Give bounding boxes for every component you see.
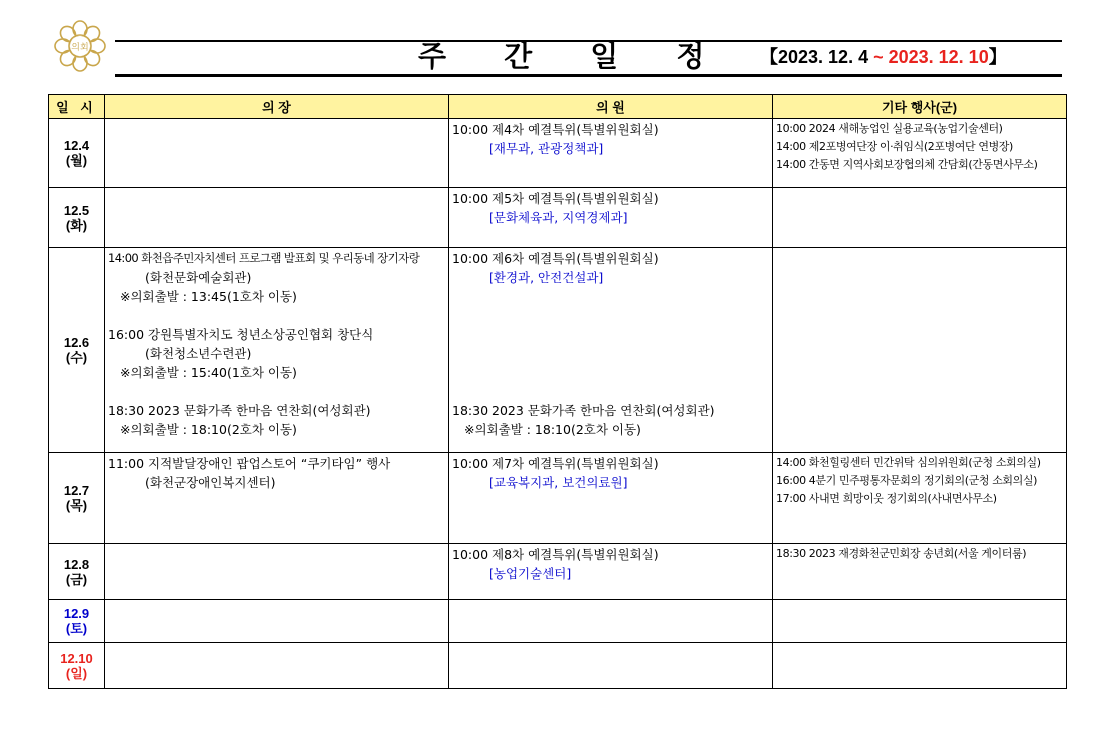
- other-events-cell: [773, 453, 1067, 544]
- schedule-line: 10:00 제4차 예결특위(특별위원회실): [452, 122, 659, 137]
- schedule-line: (화천문화예술회관): [145, 270, 252, 285]
- table-row: [49, 643, 1067, 689]
- schedule-line: 14:00 화천읍주민자치센터 프로그램 발표회 및 우리동네 장기자랑: [108, 251, 420, 265]
- department-line: [환경과, 안전건설과]: [489, 270, 604, 285]
- column-header-others: 기타 행사(군): [773, 95, 1067, 119]
- schedule-line: ※의회출발 : 15:40(1호차 이동): [120, 365, 297, 380]
- date-label: 12.10: [60, 650, 93, 666]
- line-gap: [452, 306, 770, 325]
- table-row: [49, 453, 1067, 544]
- council-seal-logo: [44, 19, 116, 73]
- members-schedule-cell: [449, 119, 773, 188]
- table-row: [49, 248, 1067, 453]
- column-header-chair: 의 장: [105, 95, 449, 119]
- chair-schedule-cell: [105, 600, 449, 643]
- members-schedule-cell: [449, 188, 773, 248]
- schedule-line: ※의회출발 : 13:45(1호차 이동): [120, 289, 297, 304]
- weekday-label: (목): [65, 498, 88, 513]
- chair-schedule-cell: [105, 188, 449, 248]
- period-end: 2023. 12. 10: [888, 47, 989, 67]
- department-line: [재무과, 관광정책과]: [489, 141, 604, 156]
- weekly-schedule-table: [48, 94, 1067, 689]
- date-cell: [49, 643, 105, 689]
- schedule-line: 10:00 제8차 예결특위(특별위원회실): [452, 547, 659, 562]
- column-header-members: 의 원: [449, 95, 773, 119]
- weekday-label: (일): [65, 665, 88, 681]
- period-open-bracket: 【: [760, 47, 778, 67]
- weekday-label: (수): [65, 350, 88, 365]
- other-events-cell: [773, 188, 1067, 248]
- schedule-line: ※의회출발 : 18:10(2호차 이동): [120, 422, 297, 437]
- table-row: [49, 600, 1067, 643]
- date-label: 12.7: [63, 483, 90, 498]
- line-gap: [108, 306, 446, 325]
- schedule-line: 14:00 화천힐링센터 민간위탁 심의위원회(군청 소회의실): [776, 456, 1041, 469]
- members-schedule-cell: [449, 544, 773, 600]
- department-line: [문화체육과, 지역경제과]: [489, 210, 628, 225]
- schedule-line: 10:00 2024 새해농업인 실용교육(농업기술센터): [776, 122, 1003, 135]
- date-cell: [49, 248, 105, 453]
- chair-schedule-cell: [105, 453, 449, 544]
- date-label: 12.9: [63, 606, 90, 621]
- other-events-cell: [773, 119, 1067, 188]
- period-separator: ~: [868, 47, 889, 67]
- members-schedule-cell: [449, 643, 773, 689]
- schedule-line: 17:00 사내면 희망이웃 정기회의(사내면사무소): [776, 492, 997, 505]
- members-schedule-cell: [449, 453, 773, 544]
- members-schedule-cell: [449, 248, 773, 453]
- page-title: 주 간 일 정: [418, 39, 729, 73]
- schedule-line: 16:00 4분기 민주평통자문회의 정기회의(군청 소회의실): [776, 474, 1037, 487]
- chair-schedule-cell: [105, 643, 449, 689]
- department-line: [교육복지과, 보건의료원]: [489, 475, 628, 490]
- column-header-date: 일 시: [49, 95, 105, 119]
- chair-schedule-cell: [105, 248, 449, 453]
- date-cell: [49, 544, 105, 600]
- other-events-cell: [773, 248, 1067, 453]
- other-events-cell: [773, 643, 1067, 689]
- table-row: [49, 544, 1067, 600]
- department-line: [농업기술센터]: [489, 566, 572, 581]
- date-cell: [49, 453, 105, 544]
- line-gap: [452, 344, 770, 363]
- table-row: [49, 188, 1067, 248]
- line-gap: [452, 287, 770, 306]
- weekday-label: (월): [65, 153, 88, 168]
- table-row: [49, 119, 1067, 188]
- schedule-line: (화천청소년수련관): [145, 346, 252, 361]
- schedule-line: ※의회출발 : 18:10(2호차 이동): [464, 422, 641, 437]
- schedule-line: (화천군장애인복지센터): [145, 475, 276, 490]
- line-gap: [452, 363, 770, 382]
- date-cell: [49, 119, 105, 188]
- line-gap: [108, 382, 446, 401]
- schedule-line: 14:00 간동면 지역사회보장협의체 간담회(간동면사무소): [776, 158, 1038, 171]
- date-label: 12.8: [63, 556, 90, 572]
- schedule-line: 18:30 2023 문화가족 한마음 연찬회(여성회관): [108, 403, 371, 418]
- date-label: 12.5: [63, 202, 90, 218]
- weekday-label: (금): [65, 571, 88, 587]
- date-cell: [49, 188, 105, 248]
- other-events-cell: [773, 600, 1067, 643]
- period-range: [760, 43, 1007, 69]
- date-label: 12.4: [63, 138, 90, 153]
- period-close-bracket: 】: [988, 47, 1007, 67]
- line-gap: [452, 325, 770, 344]
- date-cell: [49, 600, 105, 643]
- line-gap: [452, 382, 770, 401]
- schedule-line: 18:30 2023 재경화천군민회장 송년회(서울 게이터룸): [776, 547, 1027, 560]
- date-label: 12.6: [63, 335, 90, 350]
- weekday-label: (화): [65, 217, 88, 233]
- chair-schedule-cell: [105, 119, 449, 188]
- schedule-line: 16:00 강원특별자치도 청년소상공인협회 창단식: [108, 327, 374, 342]
- table-header-row: [49, 95, 1067, 119]
- schedule-line: 10:00 제5차 예결특위(특별위원회실): [452, 191, 659, 206]
- svg-text:의회: 의회: [71, 43, 89, 53]
- weekday-label: (토): [65, 621, 88, 636]
- other-events-cell: [773, 544, 1067, 600]
- schedule-line: 14:00 제2포병여단장 이·취임식(2포병여단 연병장): [776, 140, 1013, 153]
- schedule-line: 11:00 지적발달장애인 팝업스토어 “쿠키타임” 행사: [108, 456, 391, 471]
- schedule-line: 18:30 2023 문화가족 한마음 연찬회(여성회관): [452, 403, 715, 418]
- period-start: 2023. 12. 4: [778, 47, 869, 67]
- schedule-line: 10:00 제7차 예결특위(특별위원회실): [452, 456, 659, 471]
- schedule-line: 10:00 제6차 예결특위(특별위원회실): [452, 251, 659, 266]
- chair-schedule-cell: [105, 544, 449, 600]
- members-schedule-cell: [449, 600, 773, 643]
